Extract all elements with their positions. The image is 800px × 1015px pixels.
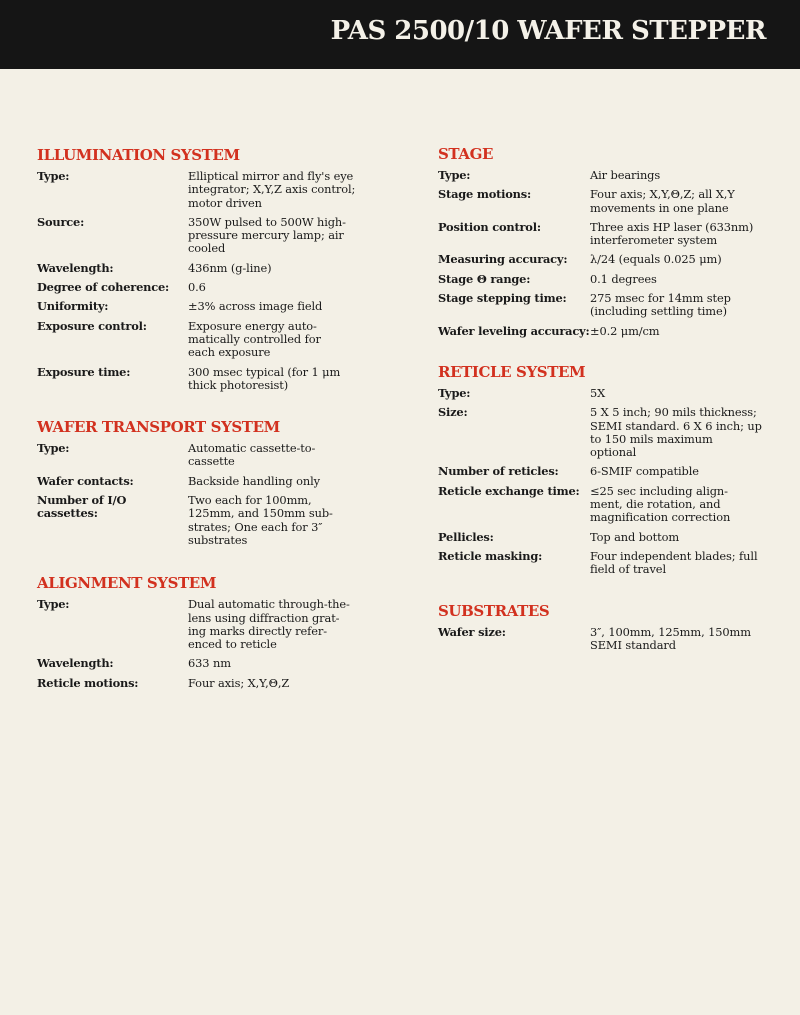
spec-row bbox=[438, 531, 783, 544]
spec-row bbox=[438, 325, 783, 338]
spec-label: Stage Θ range: bbox=[438, 271, 531, 286]
spec-row bbox=[438, 253, 783, 266]
spec-row bbox=[438, 273, 783, 286]
spec-value: 275 msec for 14mm step (including settling time) bbox=[590, 291, 731, 319]
spec-value: Exposure energy auto- matically controlled for each exposure bbox=[188, 318, 321, 360]
spec-value: Air bearings bbox=[590, 168, 661, 182]
section-title: STAGE bbox=[438, 145, 494, 163]
section-stage bbox=[438, 145, 783, 338]
spec-row bbox=[37, 657, 367, 670]
spec-row bbox=[37, 598, 367, 651]
spec-label: Wafer size: bbox=[438, 624, 506, 639]
spec-label: Type: bbox=[438, 385, 471, 400]
spec-value: λ/24 (equals 0.025 μm) bbox=[590, 252, 722, 267]
spec-value: Dual automatic through-the- lens using diffraction grat- ing marks directly refer- enced to reticle bbox=[188, 597, 350, 652]
spec-label: Type: bbox=[37, 441, 70, 456]
spec-value: Four independent blades; full field of travel bbox=[590, 548, 758, 577]
spec-label: Size: bbox=[438, 405, 468, 420]
spec-label: Number of reticles: bbox=[438, 464, 559, 479]
section-title: RETICLE SYSTEM bbox=[438, 362, 586, 381]
left-column bbox=[37, 146, 367, 710]
spec-row bbox=[438, 292, 783, 319]
spec-label: Uniformity: bbox=[37, 299, 109, 314]
spec-label: Reticle exchange time: bbox=[438, 483, 580, 498]
spec-label: Wafer leveling accuracy: bbox=[438, 323, 590, 338]
spec-label: Reticle masking: bbox=[438, 548, 543, 563]
spec-value: 350W pulsed to 500W high- pressure mercury lamp; air cooled bbox=[188, 214, 346, 256]
spec-value: ±3% across image field bbox=[188, 299, 323, 314]
spec-label: Degree of coherence: bbox=[37, 280, 169, 295]
spec-label: Stage stepping time: bbox=[438, 291, 567, 306]
spec-row bbox=[37, 677, 367, 690]
spec-row bbox=[37, 475, 367, 488]
spec-label: Reticle motions: bbox=[37, 675, 139, 690]
spec-row bbox=[37, 366, 367, 393]
spec-row bbox=[37, 262, 367, 275]
spec-value: 5X bbox=[590, 385, 606, 400]
spec-label: Exposure time: bbox=[37, 364, 131, 379]
spec-value: 633 nm bbox=[188, 656, 231, 671]
spec-value: 300 msec typical (for 1 μm thick photoresist) bbox=[188, 364, 341, 392]
spec-label: Type: bbox=[37, 597, 70, 612]
page-title: PAS 2500/10 WAFER STEPPER bbox=[330, 16, 766, 46]
section-alignment-system bbox=[37, 574, 367, 690]
spec-row bbox=[438, 550, 783, 577]
section-wafer-transport-system bbox=[37, 418, 367, 547]
spec-value: Top and bottom bbox=[590, 529, 680, 544]
spec-label: Pellicles: bbox=[438, 529, 494, 544]
spec-value: Elliptical mirror and fly's eye integrator; X,Y,Z axis control; motor driven bbox=[188, 169, 356, 210]
spec-label: Wafer contacts: bbox=[37, 473, 134, 488]
spec-value: Backside handling only bbox=[188, 473, 320, 488]
spec-row bbox=[37, 216, 367, 256]
spec-value: ±0.2 μm/cm bbox=[590, 323, 660, 338]
section-reticle-system bbox=[438, 363, 783, 577]
spec-value: Four axis; X,Y,Θ,Z; all X,Y movements in one plane bbox=[590, 187, 735, 215]
header-band bbox=[0, 0, 800, 69]
spec-label: Wavelength: bbox=[37, 656, 114, 671]
spec-row bbox=[438, 188, 783, 215]
spec-row bbox=[37, 300, 367, 313]
spec-label: Wavelength: bbox=[37, 260, 114, 275]
spec-label: Stage motions: bbox=[438, 187, 531, 202]
spec-row bbox=[37, 320, 367, 360]
spec-label: Type: bbox=[37, 169, 70, 183]
spec-label: Type: bbox=[438, 168, 471, 182]
spec-value: Automatic cassette-to- cassette bbox=[188, 441, 316, 469]
spec-value: 3″, 100mm, 125mm, 150mm SEMI standard bbox=[590, 624, 751, 652]
spec-value: ≤25 sec including align- ment, die rotation, and magnification correction bbox=[590, 483, 731, 525]
spec-row bbox=[37, 170, 367, 210]
spec-value: Four axis; X,Y,Θ,Z bbox=[188, 675, 290, 690]
spec-value: 0.1 degrees bbox=[590, 271, 657, 286]
spec-row bbox=[438, 626, 783, 653]
spec-row bbox=[37, 281, 367, 294]
spec-value: 0.6 bbox=[188, 280, 206, 295]
spec-row bbox=[438, 485, 783, 525]
section-title: WAFER TRANSPORT SYSTEM bbox=[37, 418, 280, 437]
spec-label: Exposure control: bbox=[37, 318, 147, 333]
section-illumination-system bbox=[37, 146, 367, 392]
spec-row bbox=[37, 494, 367, 547]
spec-value: 5 X 5 inch; 90 mils thickness; SEMI standard. 6 X 6 inch; up to 150 mils maximum optional bbox=[590, 405, 762, 460]
spec-value: 436nm (g-line) bbox=[188, 260, 272, 275]
section-title: ILLUMINATION SYSTEM bbox=[37, 146, 240, 164]
spec-row bbox=[37, 442, 367, 469]
spec-row bbox=[438, 169, 783, 182]
spec-value: Three axis HP laser (633nm) interferometer system bbox=[590, 219, 754, 248]
section-substrates bbox=[438, 602, 783, 653]
spec-value: Two each for 100mm, 125mm, and 150mm sub- strates; One each for 3″ substrates bbox=[188, 493, 333, 547]
section-title: SUBSTRATES bbox=[438, 601, 550, 620]
spec-label: Number of I/O cassettes: bbox=[37, 493, 127, 521]
spec-row bbox=[438, 387, 783, 400]
spec-row bbox=[438, 465, 783, 478]
spec-label: Measuring accuracy: bbox=[438, 252, 568, 267]
spec-row bbox=[438, 221, 783, 248]
spec-value: 6-SMIF compatible bbox=[590, 464, 699, 479]
section-title: ALIGNMENT SYSTEM bbox=[37, 574, 217, 593]
spec-label: Source: bbox=[37, 214, 85, 229]
spec-label: Position control: bbox=[438, 219, 541, 234]
right-column bbox=[438, 145, 783, 672]
spec-row bbox=[438, 406, 783, 459]
